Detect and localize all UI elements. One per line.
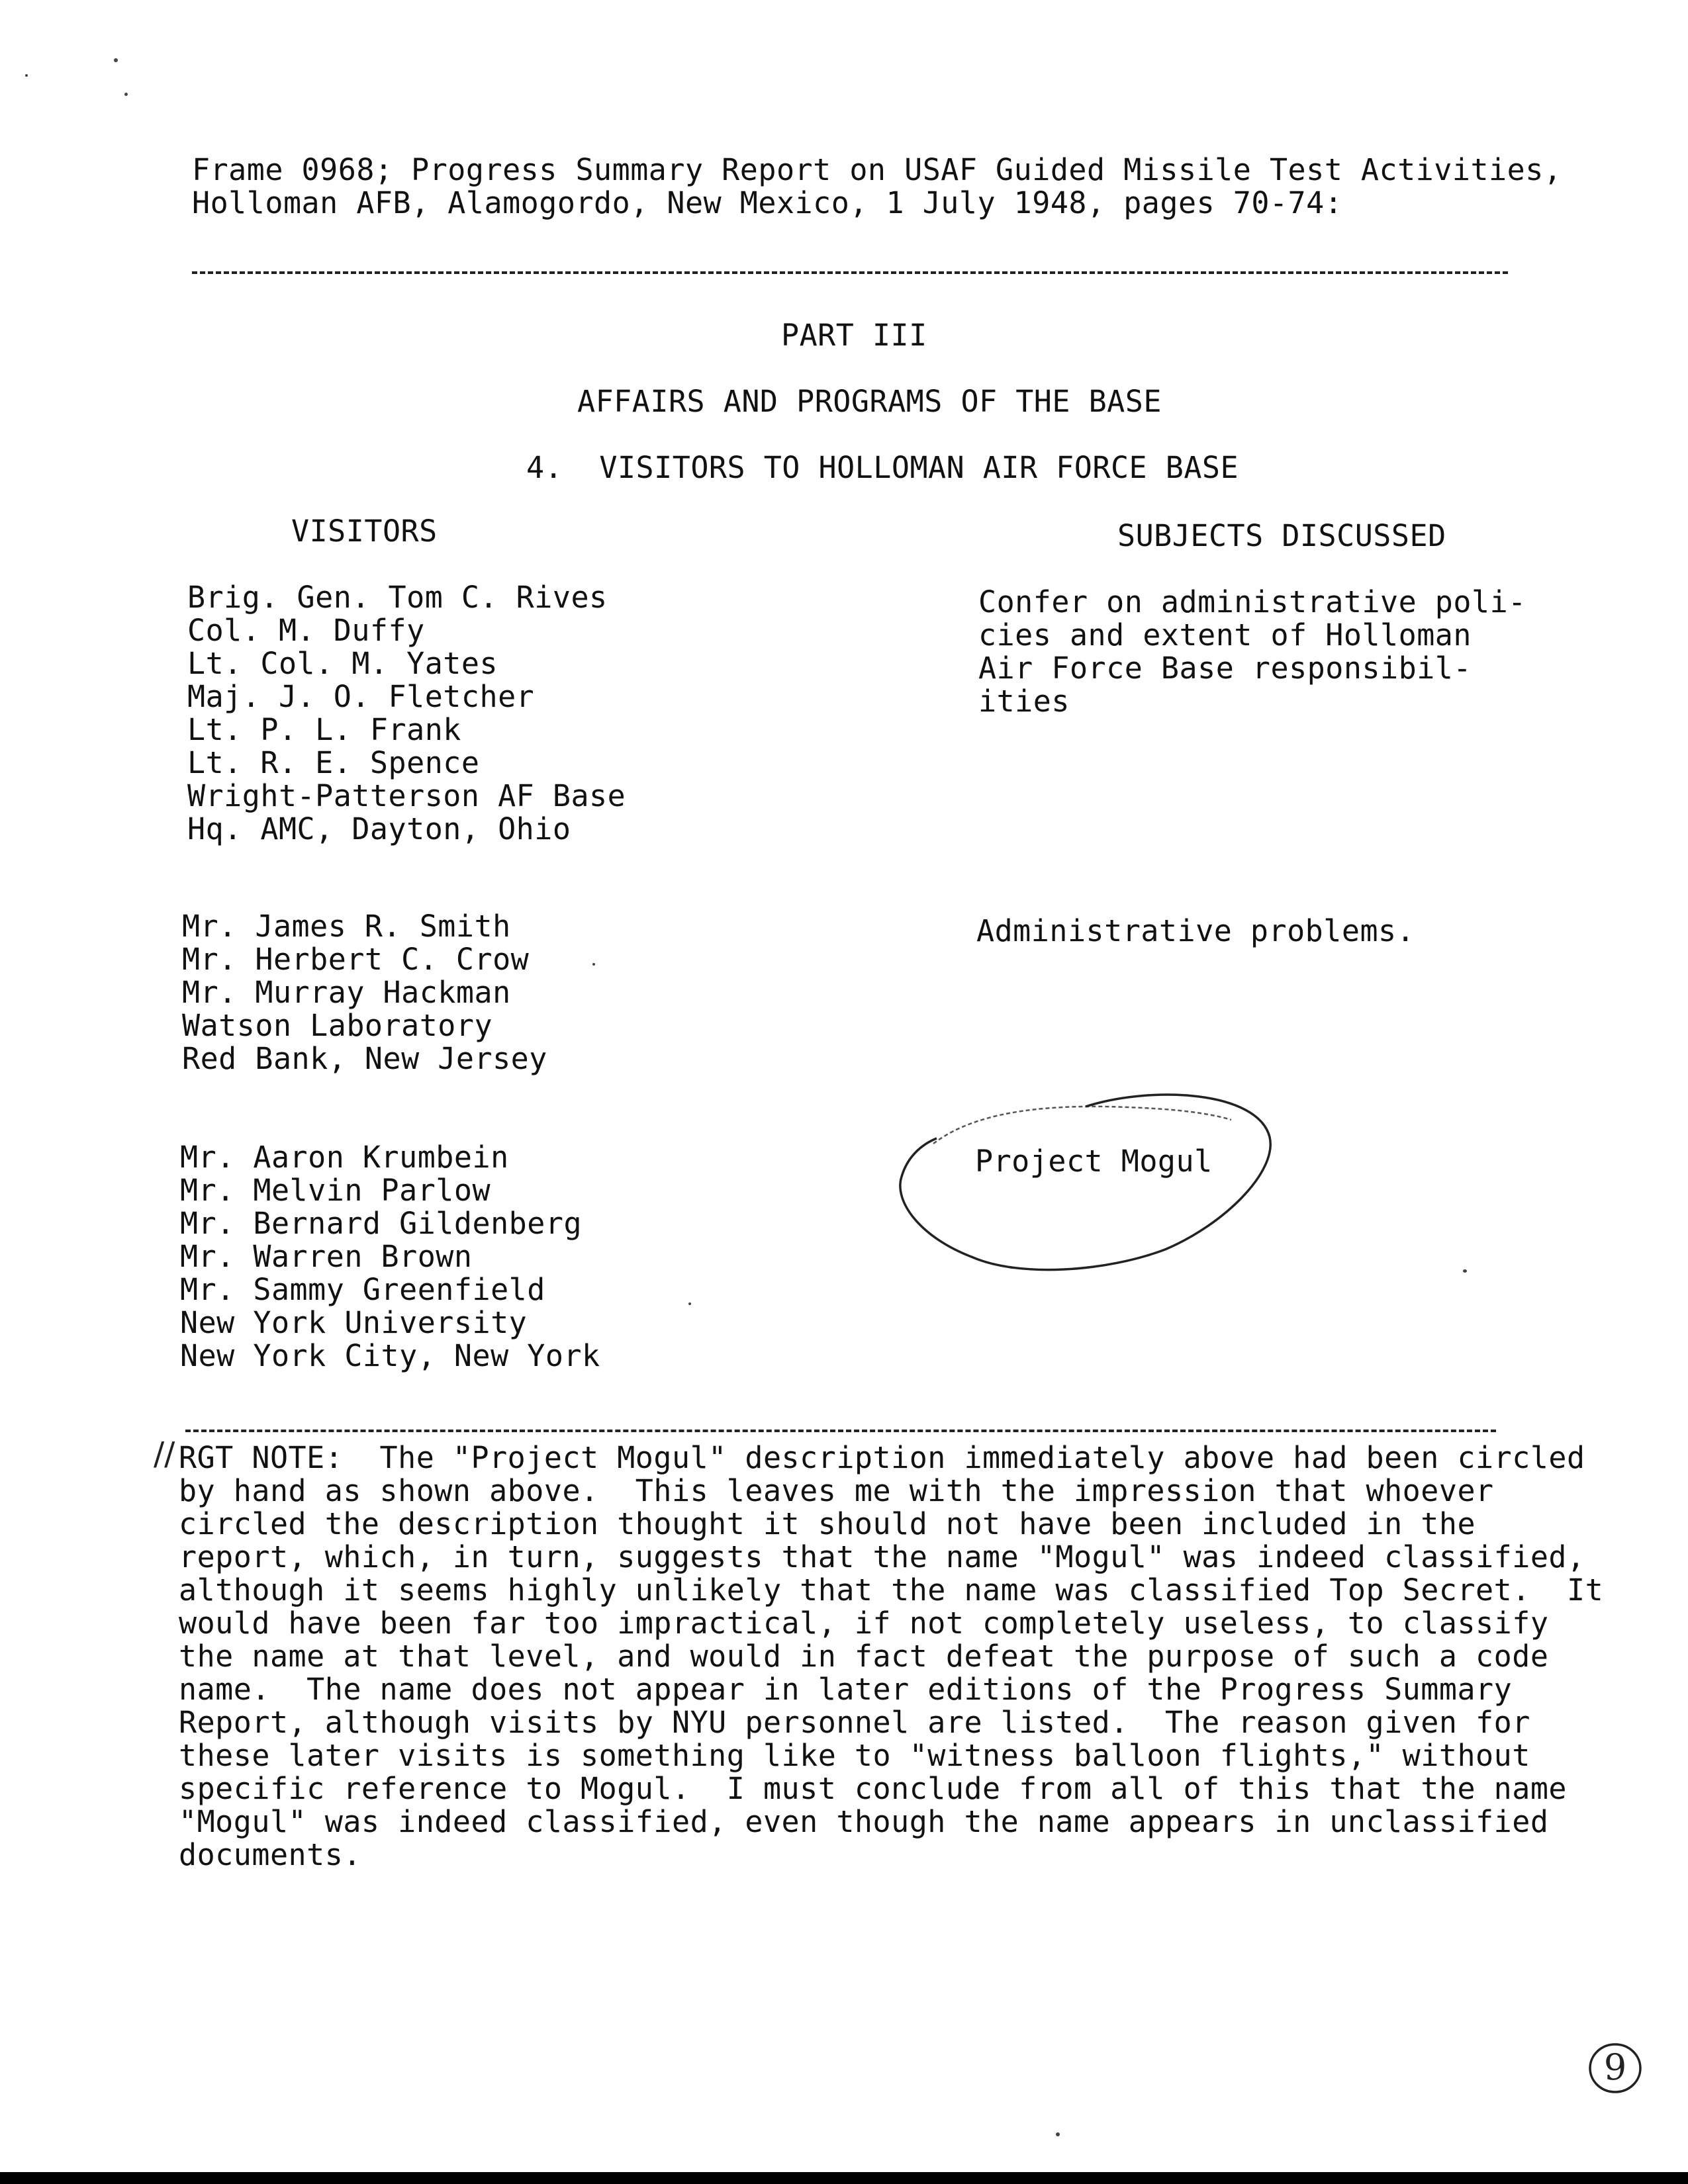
subject-text: Administrative problems. — [976, 913, 1415, 948]
note-line: report, which, in turn, suggests that the name "Mogul" was indeed classified, — [179, 1539, 1585, 1574]
note-line: "Mogul" was indeed classified, even though the name appears in unclassified — [179, 1804, 1549, 1839]
bottom-divider — [185, 1430, 1496, 1432]
visitor-name: Mr. Herbert C. Crow — [182, 942, 530, 977]
visitor-name: Mr. Melvin Parlow — [180, 1173, 491, 1208]
header-line-2: Holloman AFB, Alamogordo, New Mexico, 1 July 1948, pages 70-74: — [192, 185, 1343, 220]
part-heading: PART III — [781, 318, 927, 353]
subject-text: ities — [978, 684, 1070, 719]
subject-group-2 — [976, 915, 1415, 948]
note-line: although it seems highly unlikely that the name was classified Top Secret. It — [179, 1572, 1604, 1608]
subject-group-1 — [978, 586, 1526, 718]
section-heading: 4. VISITORS TO HOLLOMAN AIR FORCE BASE — [526, 450, 1239, 485]
visitors-group-2 — [182, 910, 547, 1075]
visitor-name: Lt. Col. M. Yates — [187, 646, 498, 681]
visitor-organization: Wright-Patterson AF Base — [187, 778, 626, 813]
visitor-name: Lt. P. L. Frank — [187, 712, 461, 747]
visitor-location: Hq. AMC, Dayton, Ohio — [187, 811, 571, 846]
visitor-name: Mr. Murray Hackman — [182, 975, 511, 1010]
scan-speck — [688, 1302, 691, 1305]
scan-speck — [114, 58, 118, 62]
note-line: would have been far too impractical, if not completely useless, to classify — [179, 1606, 1549, 1641]
visitors-group-3 — [180, 1141, 600, 1373]
visitors-column-header: VISITORS — [291, 514, 438, 549]
note-line: name. The name does not appear in later editions of the Progress Summary — [179, 1672, 1513, 1707]
subject-text: Project Mogul — [975, 1144, 1213, 1179]
scan-speck — [124, 93, 128, 96]
visitor-name: Mr. Aaron Krumbein — [180, 1140, 509, 1175]
margin-mark: // — [154, 1435, 175, 1473]
note-line: specific reference to Mogul. I must conclude from all of this that the name — [179, 1771, 1568, 1806]
scan-speck — [592, 963, 595, 966]
subjects-column-header: SUBJECTS DISCUSSED — [1117, 518, 1446, 553]
scan-speck — [1463, 1269, 1467, 1273]
subject-text: cies and extent of Holloman — [978, 617, 1472, 653]
visitor-name: Brig. Gen. Tom C. Rives — [187, 580, 608, 615]
visitor-name: Mr. Sammy Greenfield — [180, 1272, 545, 1307]
visitor-name: Col. M. Duffy — [187, 613, 425, 648]
note-line: the name at that level, and would in fact defeat the purpose of such a code — [179, 1639, 1549, 1674]
scan-speck — [25, 74, 28, 77]
subject-text: Air Force Base responsibil- — [978, 651, 1472, 686]
subject-text: Confer on administrative poli- — [978, 584, 1526, 619]
section-subtitle: AFFAIRS AND PROGRAMS OF THE BASE — [577, 384, 1162, 419]
rgt-note — [179, 1441, 1603, 1872]
visitor-name: Lt. R. E. Spence — [187, 745, 480, 780]
note-line: by hand as shown above. This leaves me with the impression that whoever — [179, 1473, 1494, 1508]
visitor-name: Mr. Bernard Gildenberg — [180, 1206, 583, 1241]
top-divider — [192, 271, 1508, 274]
visitor-organization: Watson Laboratory — [182, 1008, 493, 1043]
scan-edge-bar — [0, 2172, 1688, 2184]
note-line: RGT NOTE: The "Project Mogul" description immediately above had been circled — [179, 1440, 1585, 1475]
visitor-name: Maj. J. O. Fletcher — [187, 679, 535, 714]
hand-drawn-circle-icon — [887, 1059, 1297, 1284]
visitor-organization: New York University — [180, 1305, 528, 1340]
note-line: documents. — [179, 1837, 361, 1872]
header-line-1: Frame 0968; Progress Summary Report on USAF Guided Missile Test Activities, — [192, 152, 1562, 187]
note-line: these later visits is something like to "witness balloon flights," without — [179, 1738, 1530, 1773]
page-number: 9 — [1603, 2046, 1627, 2088]
scan-speck — [1056, 2132, 1060, 2136]
note-line: circled the description thought it should not have been included in the — [179, 1506, 1476, 1541]
visitor-location: New York City, New York — [180, 1338, 600, 1373]
visitors-group-1 — [187, 581, 626, 846]
visitor-location: Red Bank, New Jersey — [182, 1041, 547, 1076]
visitor-name: Mr. Warren Brown — [180, 1239, 473, 1274]
visitor-name: Mr. James R. Smith — [182, 909, 511, 944]
note-line: Report, although visits by NYU personnel are listed. The reason given for — [179, 1705, 1530, 1740]
